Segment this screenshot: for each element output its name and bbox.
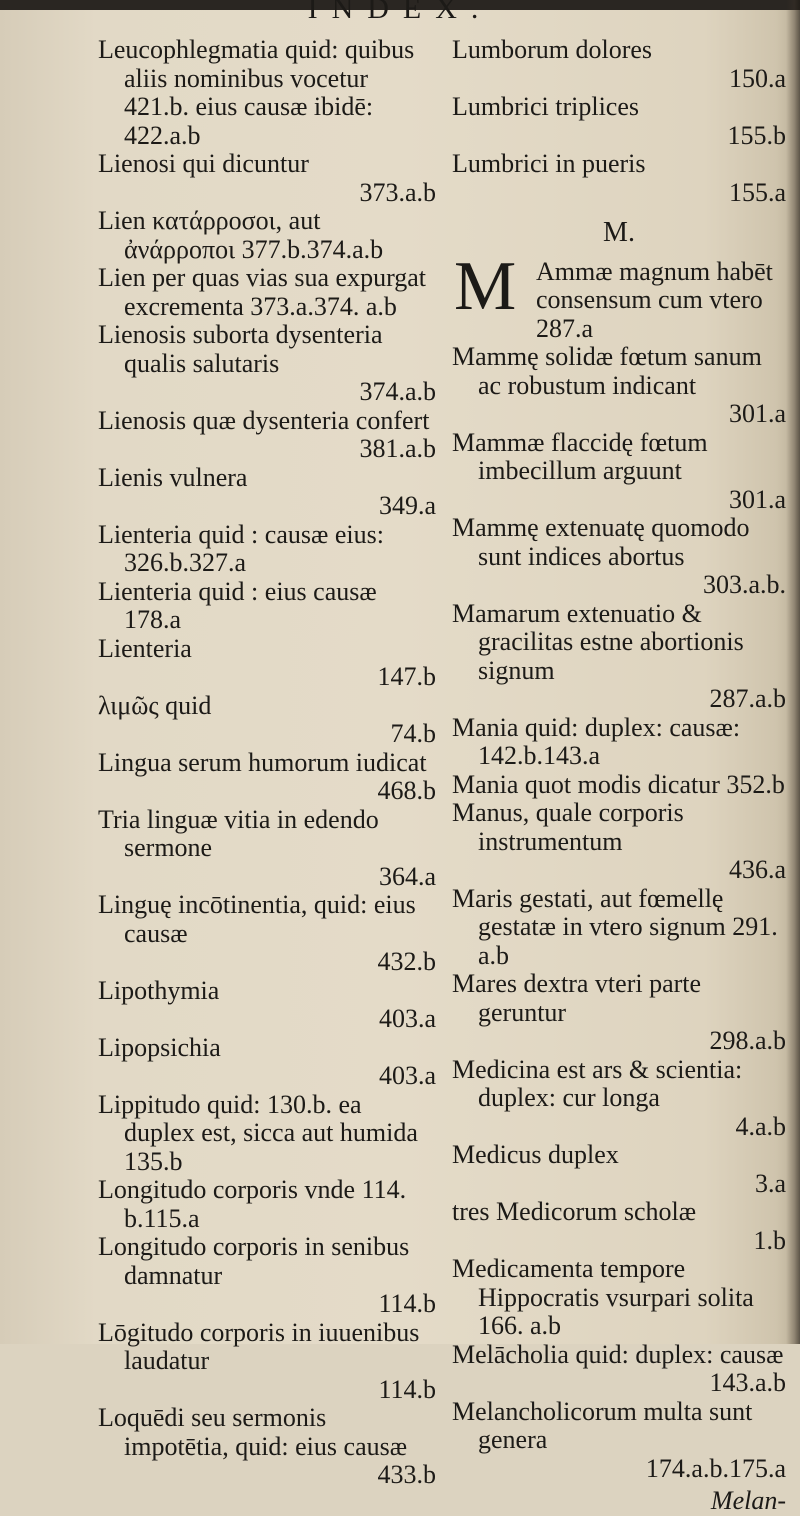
index-entry-text: Mania quid: duplex: causæ: 142.b.143.a: [452, 712, 741, 770]
index-entry: [98, 1034, 436, 1091]
index-entry: [98, 264, 436, 321]
index-entry-text: Lien per quas vias sua expurgat excrementa 373.a.374. a.b: [98, 263, 427, 321]
index-entry-reference: 364.a: [378, 861, 436, 891]
index-entry-text: Mammę extenuatę quomodo sunt indices abortus: [452, 513, 750, 571]
index-entry-reference: 373.a.b: [359, 177, 436, 207]
index-entry-reference: 74.b: [390, 719, 436, 748]
index-entry-text: Lipopsichia: [98, 1032, 221, 1062]
index-entry: [98, 321, 436, 407]
index-entry-text: Lienteria quid : eius causæ 178.a: [98, 576, 377, 634]
index-entry: [452, 1056, 786, 1142]
index-entry-text: Lienosi qui dicuntur: [98, 149, 309, 178]
index-column-left: [98, 36, 436, 1490]
index-entry-text: Lipothymia: [98, 975, 220, 1005]
index-entry-text: Melācholia quid: duplex: causæ: [452, 1339, 784, 1369]
index-entry-text: Mares dextra vteri parte geruntur: [452, 969, 702, 1027]
index-entry: [452, 1341, 786, 1398]
index-entry-reference: 301.a: [728, 399, 786, 428]
index-entry-reference: 436.a: [728, 855, 786, 884]
index-entry-reference: 114.b: [378, 1374, 436, 1404]
index-entry-reference: 147.b: [377, 662, 436, 691]
index-entry-reference: 381.a.b: [359, 434, 436, 463]
index-entry-text: Lumbrici in pueris: [452, 149, 646, 178]
index-entry-reference: 3.a: [754, 1168, 786, 1198]
index-entry: [452, 1141, 786, 1198]
index-entry-text: Manus, quale corporis instrumentum: [452, 798, 684, 856]
index-entry: [452, 36, 786, 93]
index-entry-reference: 433.b: [377, 1460, 436, 1489]
index-entry-text: Lippitudo quid: 130.b. ea duplex est, sicca aut humida 135.b: [98, 1089, 418, 1176]
index-entry: [452, 1255, 786, 1341]
index-entry: [98, 464, 436, 521]
dropcap-letter: M: [454, 247, 517, 325]
index-entry-text: Maris gestati, aut fœmellę gestatæ in vtero signum 291. a.b: [452, 883, 778, 970]
index-entry-reference: 374.a.b: [359, 377, 436, 406]
index-entry: [98, 1176, 436, 1233]
index-entry-reference: 4.a.b: [735, 1111, 786, 1141]
letter-heading: M.: [603, 217, 635, 248]
index-entry: [98, 891, 436, 977]
index-entry-text: Lienosis suborta dysenteria qualis salutaris: [98, 320, 383, 378]
index-entry: [98, 692, 436, 749]
index-entry: [452, 714, 786, 771]
index-column-right: [452, 36, 786, 1516]
index-entry-text: Tria linguæ vitia in edendo sermone: [98, 804, 379, 862]
index-entry: [98, 1091, 436, 1177]
index-entry-text: Lōgitudo corporis in iuuenibus laudatur: [98, 1317, 420, 1375]
index-entry-reference: 403.a: [378, 1004, 436, 1033]
index-entry-text: λιμῶς quid: [98, 690, 212, 720]
index-entry: [452, 343, 786, 429]
index-entry-reference: 114.b: [378, 1289, 436, 1318]
index-entry-reference: 143.a.b: [709, 1368, 786, 1397]
index-entry-text: Leucophlegmatia quid: quibus aliis nominibus vocetur 421.b. eius causæ ibidē: 422.a.b: [98, 35, 415, 150]
index-entry-text: Mammę solidæ fœtum sanum ac robustum indicant: [452, 342, 762, 400]
index-entry: [98, 635, 436, 692]
index-entry: [98, 1404, 436, 1490]
index-entry-reference: 403.a: [378, 1061, 436, 1090]
index-entry: [452, 1398, 786, 1484]
dropcap-entry: [452, 247, 786, 344]
index-entry: [452, 600, 786, 714]
dropcap-entry-text: Ammæ magnum habēt consensum cum vtero 287.a: [536, 256, 773, 343]
index-entry-reference: 303.a.b.: [702, 570, 786, 599]
index-entry: [98, 407, 436, 464]
index-entry: [452, 970, 786, 1056]
index-entry-reference: 155.b: [727, 120, 786, 150]
index-entry-reference: 287.a.b: [709, 684, 786, 713]
index-entry: [452, 150, 786, 207]
index-entry-reference: 301.a: [728, 484, 786, 514]
index-entry: [452, 1198, 786, 1255]
catchword: Melan-: [710, 1486, 786, 1515]
index-entry: [452, 429, 786, 515]
index-entry-reference: 174.a.b.175.a: [645, 1453, 786, 1483]
index-entry-text: tres Medicorum scholæ: [452, 1197, 697, 1226]
index-entry-reference: 349.a: [378, 491, 436, 520]
index-entry: [98, 150, 436, 207]
index-entry-reference: 468.b: [377, 776, 436, 805]
running-head: INDEX.: [307, 0, 493, 25]
index-entry: [452, 514, 786, 600]
index-entry-reference: 150.a: [728, 63, 786, 93]
index-entry: [452, 771, 786, 800]
index-entry-text: Lienis vulnera: [98, 462, 248, 492]
index-entry-text: Mammæ flaccidę fœtum imbecillum arguunt: [452, 427, 708, 485]
index-entry-text: Melancholicorum multa sunt genera: [452, 1396, 753, 1454]
index-entry: [98, 749, 436, 806]
index-entry-text: Longitudo corporis in senibus damnatur: [98, 1232, 410, 1290]
page-gutter-shadow: [786, 0, 800, 1344]
index-entry-text: Lingua serum humorum iudicat: [98, 747, 427, 777]
index-entry: [98, 806, 436, 892]
index-entry-reference: 298.a.b: [709, 1026, 786, 1055]
index-entry: [98, 207, 436, 264]
index-entry: [452, 93, 786, 150]
index-entry-text: Lien κατάρροσοι, aut ἀνάρροποι 377.b.374.a.b: [98, 206, 384, 264]
index-entry-reference: 432.b: [377, 947, 436, 976]
index-entry-text: Loquēdi seu sermonis impotētia, quid: eius causæ: [98, 1403, 408, 1461]
index-entry: [98, 1319, 436, 1405]
index-entry-text: Longitudo corporis vnde 114. b.115.a: [98, 1175, 407, 1233]
index-entry-text: Linguę incōtinentia, quid: eius causæ: [98, 890, 416, 948]
index-entry-text: Lumbrici triplices: [452, 92, 640, 121]
index-entry-reference: 155.a: [728, 177, 786, 207]
index-entry: [98, 36, 436, 150]
index-entry-text: Lienteria quid : causæ eius: 326.b.327.a: [98, 519, 384, 577]
index-entry-reference: 1.b: [753, 1225, 786, 1255]
index-entry-text: Mania quot modis dicatur 352.b: [452, 769, 785, 799]
index-entry-text: Lienosis quæ dysenteria confert: [98, 405, 430, 435]
index-entry: [98, 521, 436, 578]
index-entry-text: Mamarum extenuatio & gracilitas estne abortionis signum: [452, 598, 744, 685]
index-entry: [98, 1233, 436, 1319]
index-entry-text: Medicamenta tempore Hippocratis vsurpari solita 166. a.b: [452, 1254, 754, 1340]
index-entry: [452, 885, 786, 971]
index-entry: [98, 578, 436, 635]
index-entry-text: Lienteria: [98, 633, 192, 663]
index-entry: [452, 799, 786, 885]
index-entry-text: Medicina est ars & scientia: duplex: cur longa: [452, 1054, 743, 1112]
index-entry-text: Medicus duplex: [452, 1140, 619, 1169]
index-entry: [98, 977, 436, 1034]
index-entry-text: Lumborum dolores: [452, 35, 653, 64]
